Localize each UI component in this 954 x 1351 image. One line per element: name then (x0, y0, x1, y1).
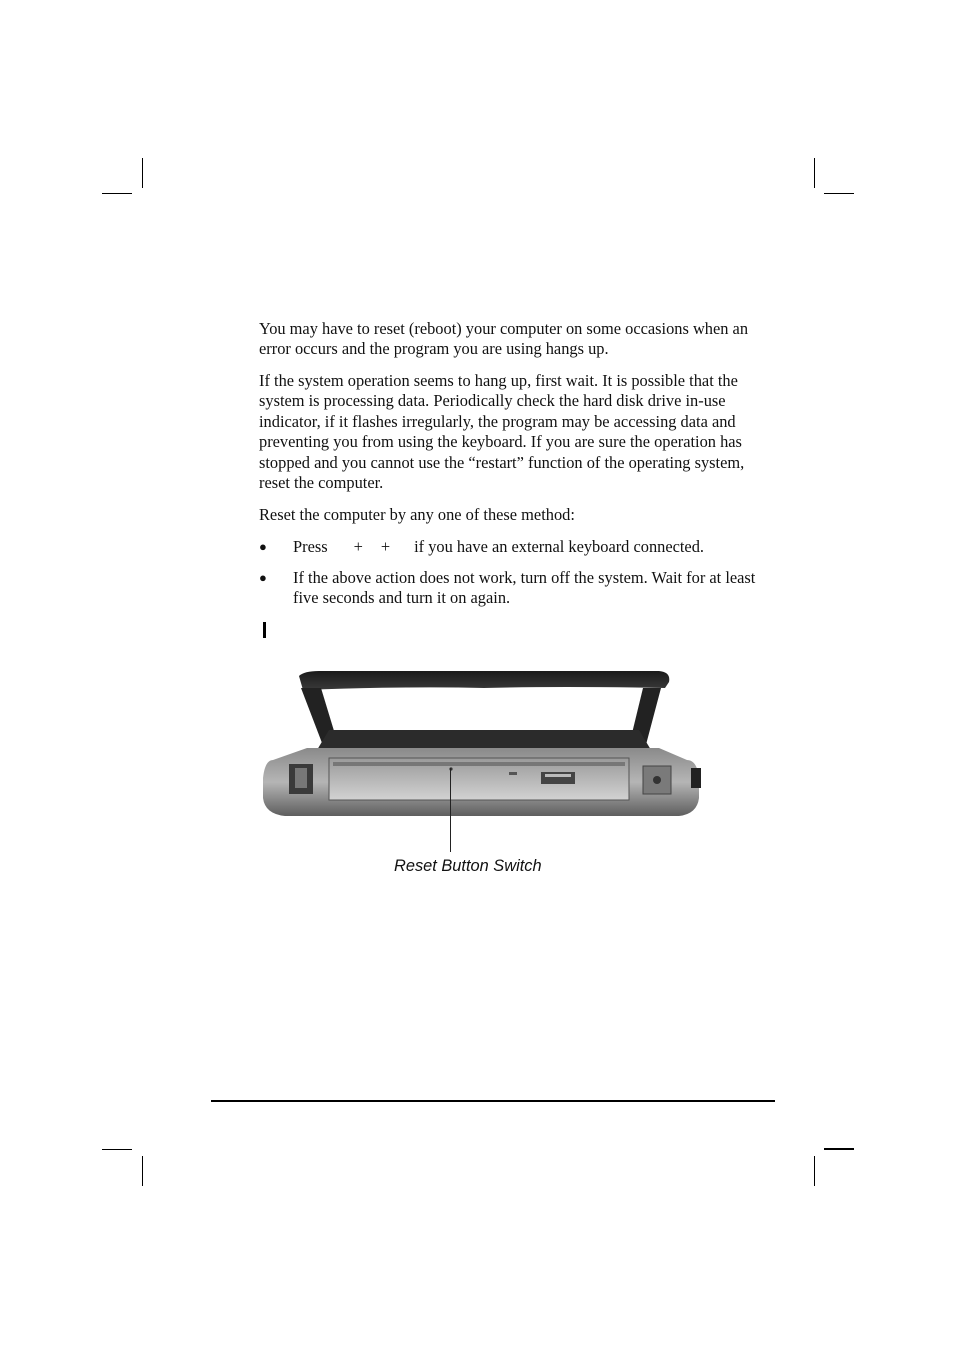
crop-mark-bottom-left-v (142, 1156, 143, 1186)
bullet-symbol: ● (259, 570, 267, 585)
figure-caption: Reset Button Switch (394, 857, 542, 875)
bullet-text (293, 537, 779, 557)
crop-mark-bottom-right-v (814, 1156, 815, 1186)
paragraph-method (259, 505, 779, 525)
bullet-press-word: Press (293, 537, 328, 556)
bullet-text: If the above action does not work, turn off the system. Wait for at least five seconds and turn it on again. (293, 568, 756, 608)
paragraph-hang (259, 371, 779, 493)
crop-mark-top-left-h (102, 193, 132, 194)
bullet-symbol: ● (259, 539, 267, 554)
bullet-keyboard-text: if you have an external keyboard connected. (414, 537, 705, 556)
crop-mark-top-right-h (824, 193, 854, 194)
paragraph-hang-text: If the system operation seems to hang up, first wait. It is possible that the system is processing data. Periodically check the hard disk drive in-use indicator, if it flashes irregularly, the program may be accessing data and preventing you from using the keyboard. If you are sure the operation has stopped and you cannot use the “restart” function of the operating system, reset the computer. (259, 371, 745, 493)
plus-sign: + (380, 537, 391, 556)
callout-leader-line (450, 768, 451, 852)
paragraph-intro (259, 319, 779, 360)
crop-mark-top-left-v (142, 158, 143, 188)
crop-mark-bottom-left-h (102, 1149, 132, 1150)
paragraph-reset-intro: You may have to reset (reboot) your computer on some occasions when an error occurs and the program you are using hangs up. (259, 319, 749, 359)
crop-mark-bottom-right-h (824, 1148, 854, 1150)
plus-sign: + (353, 537, 363, 556)
paragraph-method-text: Reset the computer by any one of these method: (259, 505, 575, 524)
section-marker (263, 622, 266, 638)
footer-rule (211, 1100, 775, 1102)
crop-mark-top-right-v (814, 158, 815, 188)
device-rear-photo (259, 668, 709, 824)
